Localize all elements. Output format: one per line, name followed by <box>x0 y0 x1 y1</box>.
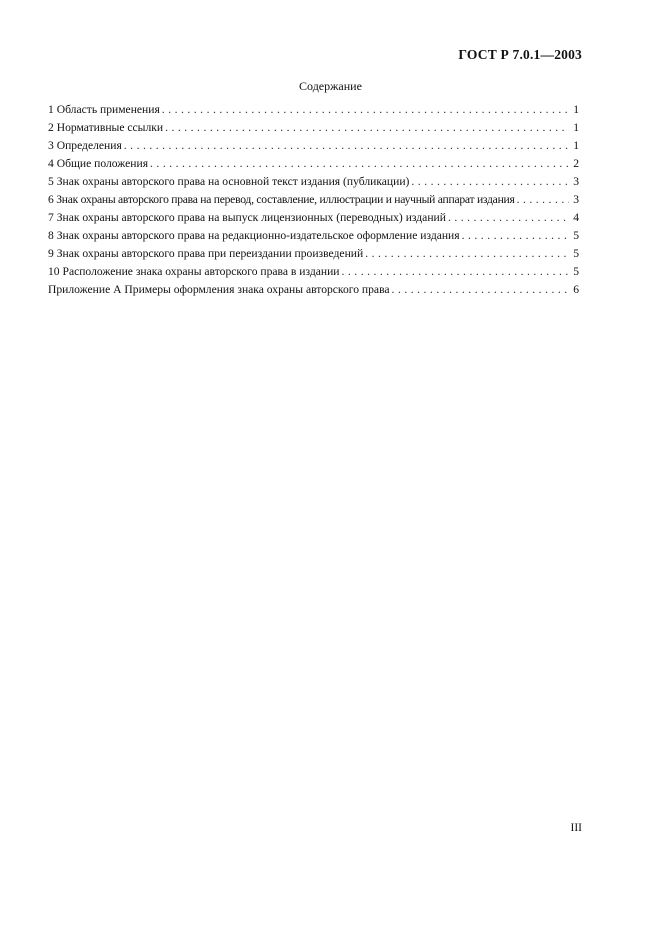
toc-entry-page: 3 <box>573 193 579 206</box>
dot-leader <box>462 227 569 245</box>
dot-leader <box>342 263 569 281</box>
toc-entry-page: 5 <box>573 247 579 260</box>
toc-entry-page: 3 <box>573 175 579 188</box>
table-of-contents <box>48 101 579 299</box>
toc-entry-label: 1 Область применения <box>48 103 160 116</box>
toc-entry <box>48 137 579 155</box>
toc-entry-label: 2 Нормативные ссылки <box>48 121 164 134</box>
toc-entry <box>48 227 579 245</box>
toc-entry-page: 6 <box>573 283 579 296</box>
toc-entry <box>48 155 579 173</box>
dot-leader <box>448 209 569 227</box>
toc-entry <box>48 101 579 119</box>
toc-entry-page: 5 <box>573 229 579 242</box>
toc-entry-label: 9 Знак охраны авторского права при переиздании произведений <box>48 247 364 260</box>
page-number: III <box>570 822 582 834</box>
toc-entry-label: 7 Знак охраны авторского права на выпуск лицензионных (переводных) изданий <box>48 211 446 224</box>
toc-entry-page: 5 <box>573 265 579 278</box>
document-code: ГОСТ Р 7.0.1—2003 <box>458 47 582 62</box>
toc-entry <box>48 119 579 137</box>
toc-entry-label: 10 Расположение знака охраны авторского права в издании <box>48 265 340 278</box>
toc-entry-page: 1 <box>573 103 579 116</box>
toc-entry-label: 6 Знак охраны авторского права на перевод, составление, иллюстрации и научный аппарат издания <box>48 193 515 206</box>
toc-entry <box>48 173 579 191</box>
toc-entry-label: 4 Общие положения <box>48 157 149 170</box>
toc-title: Содержание <box>299 79 362 93</box>
dot-leader <box>411 173 569 191</box>
dot-leader <box>165 119 569 137</box>
toc-entry-page: 4 <box>573 211 579 224</box>
dot-leader <box>392 281 569 299</box>
toc-entry-page: 1 <box>573 121 579 134</box>
toc-entry-label: 5 Знак охраны авторского права на основной текст издания (публикации) <box>48 175 410 188</box>
toc-entry-page: 1 <box>573 139 579 152</box>
toc-entry <box>48 209 579 227</box>
dot-leader <box>517 191 569 209</box>
toc-entry-label: 8 Знак охраны авторского права на редакционно-издательское оформление издания <box>48 229 460 242</box>
toc-entry <box>48 191 579 209</box>
toc-entry-label: Приложение А Примеры оформления знака охраны авторского права <box>48 283 390 296</box>
toc-entry-page: 2 <box>573 157 579 170</box>
dot-leader <box>162 101 569 119</box>
dot-leader <box>124 137 569 155</box>
toc-entry <box>48 245 579 263</box>
dot-leader <box>150 155 569 173</box>
toc-entry <box>48 263 579 281</box>
toc-entry-label: 3 Определения <box>48 139 122 152</box>
toc-entry-appendix <box>48 281 579 299</box>
dot-leader <box>365 245 569 263</box>
